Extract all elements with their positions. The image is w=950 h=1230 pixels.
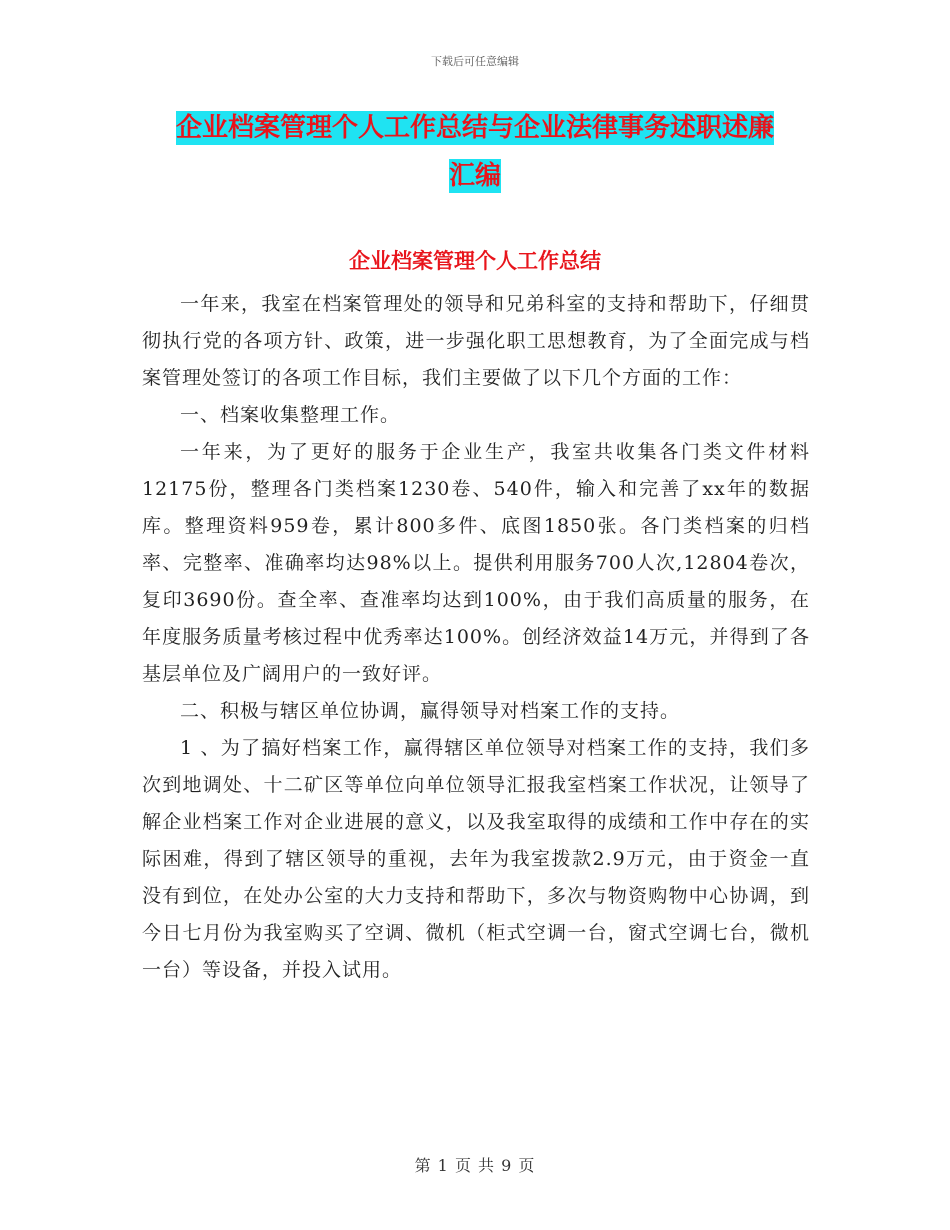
paragraph-heading-2: 二、积极与辖区单位协调，赢得领导对档案工作的支持。	[180, 700, 681, 722]
body-text	[142, 286, 810, 989]
paragraph-collection: 一年来，为了更好的服务于企业生产，我室共收集各门类文件材料12175份，整理各门类档案1230卷、540件，输入和完善了xx年的数据库。整理资料959卷，累计800多件、底图1850张。各门类档案的归档率、完整率、准确率均达98%以上。提供利用服务700人次,12804卷次，复印3690份。查全率、查准率均达到100%，由于我们高质量的服务，在年度服务质量考核过程中优秀率达100%。创经济效益14万元，并得到了各基层单位及广阔用户的一致好评。	[142, 441, 810, 685]
section-title: 企业档案管理个人工作总结	[349, 249, 601, 273]
header-note: 下载后可任意编辑	[431, 55, 519, 68]
document-title	[140, 104, 810, 200]
document-title-line2: 汇编	[448, 161, 501, 191]
paragraph-intro: 一年来，我室在档案管理处的领导和兄弟科室的支持和帮助下，仔细贯彻执行党的各项方针、政策，进一步强化职工思想教育，为了全面完成与档案管理处签订的各项工作目标，我们主要做了以下几个方面的工作：	[142, 293, 810, 389]
paragraph-heading-1: 一、档案收集整理工作。	[180, 404, 401, 426]
paragraph-coordination: 1 、为了搞好档案工作，赢得辖区单位领导对档案工作的支持，我们多次到地调处、十二矿区等单位向单位领导汇报我室档案工作状况，让领导了解企业档案工作对企业进展的意义，以及我室取得的成绩和工作中存在的实际困难，得到了辖区领导的重视，去年为我室拨款2.9万元，由于资金一直没有到位，在处办公室的大力支持和帮助下，多次与物资购物中心协调，到今日七月份为我室购买了空调、微机（柜式空调一台，窗式空调七台，微机一台）等设备，并投入试用。	[142, 737, 810, 981]
document-title-line1: 企业档案管理个人工作总结与企业法律事务述职述廉	[175, 113, 774, 143]
page-number: 第 1 页 共 9 页	[414, 1156, 536, 1175]
